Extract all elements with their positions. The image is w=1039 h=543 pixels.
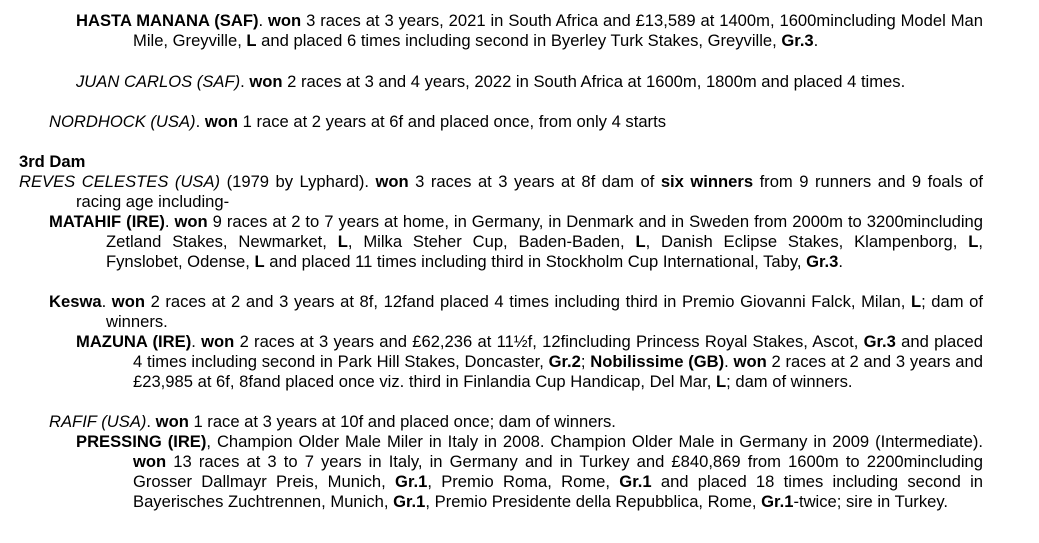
horse-name: MAZUNA (IRE) <box>76 332 192 351</box>
bold-text: Gr.2 <box>548 352 581 372</box>
bold-text: L <box>635 232 646 252</box>
entry-text <box>133 11 983 50</box>
bold-text: won <box>204 112 239 131</box>
text-run: 2 races at 3 and 4 years, 2022 in South Africa at 1600m, 1800m and placed 4 times. <box>282 72 906 91</box>
text-run: 13 races at 3 to 7 years in Italy, in Germany and in Turkey and £840,869 from 1600m to 2200mincluding Grosser Dallmayr Preis, Munich, <box>133 452 983 492</box>
bold-text: L <box>254 252 265 272</box>
bold-text: won <box>375 172 409 191</box>
bold-text: Gr.1 <box>393 492 426 512</box>
entry-rafif <box>49 412 983 432</box>
entry-reves-celestes <box>19 172 983 212</box>
bold-text: Gr.3 <box>863 332 896 351</box>
text-run: . <box>101 292 112 311</box>
entry-text <box>146 412 616 431</box>
bold-text: won <box>155 412 189 431</box>
bold-text: won <box>174 212 208 231</box>
bold-text: L <box>968 232 979 252</box>
horse-name: NORDHOCK (USA) <box>49 112 196 131</box>
text-run: 3 races at 3 years, 2021 in South Africa and £13,589 at 1400m, 1600mincluding Model Man Mile, Greyville, <box>133 11 983 51</box>
bold-text: L <box>337 232 348 252</box>
text-run: ; dam of winners. <box>726 372 853 392</box>
bold-text: L <box>715 372 727 392</box>
text-run: . <box>838 252 844 272</box>
horse-name: REVES CELESTES (USA) <box>19 172 221 191</box>
text-run: and placed 4 times including second in Park Hill Stakes, Doncaster, <box>133 332 983 372</box>
entry-text <box>240 72 905 91</box>
entry-pressing <box>76 432 983 512</box>
text-run: 1 race at 3 years at 10f and placed once; dam of winners. <box>188 412 616 431</box>
entry-text <box>133 332 983 391</box>
text-run: and placed 18 times including second in Bayerisches Zuchtrennen, Munich, <box>133 472 983 512</box>
horse-name: JUAN CARLOS (SAF) <box>76 72 241 91</box>
bold-text: six winners <box>660 172 754 191</box>
text-run: and placed 6 times including second in Byerley Turk Stakes, Greyville, <box>256 31 782 51</box>
entry-matahif <box>49 212 983 272</box>
text-run: . <box>724 352 734 372</box>
entry-hasta-manana <box>76 11 983 51</box>
text-run: from 9 runners and 9 foals of racing age including- <box>76 172 983 212</box>
text-run: . <box>240 72 250 91</box>
bold-text: L <box>910 292 922 311</box>
bold-text: won <box>201 332 235 351</box>
bold-text: Gr.1 <box>619 472 652 492</box>
entry-text <box>106 212 983 271</box>
entry-mazuna <box>76 332 983 392</box>
text-run: , Champion Older Male Miler in Italy in 2008. Champion Older Male in Germany in 2009 (Intermediate). <box>206 432 983 451</box>
text-run: , Premio Presidente della Repubblica, Rome, <box>425 492 762 512</box>
bold-text: won <box>268 11 302 30</box>
text-run: . <box>258 11 268 30</box>
entry-juan-carlos <box>76 72 983 92</box>
horse-name: PRESSING (IRE) <box>76 432 207 451</box>
text-run: ; <box>580 352 591 372</box>
text-run: , Fynslobet, Odense, <box>106 232 983 272</box>
bold-text: Gr.1 <box>395 472 428 492</box>
bold-text: L <box>246 31 257 51</box>
section-heading-3rd-dam: 3rd Dam <box>19 152 86 171</box>
text-run: . <box>195 112 205 131</box>
text-run: (1979 by Lyphard). <box>220 172 376 191</box>
bold-text: Gr.3 <box>781 31 814 51</box>
bold-text: Gr.3 <box>806 252 839 272</box>
entry-text <box>133 432 983 511</box>
horse-name: HASTA MANANA (SAF) <box>76 11 259 30</box>
text-run: , Milka Steher Cup, Baden-Baden, <box>347 232 636 252</box>
entry-nordhock <box>49 112 983 132</box>
text-run: , Danish Eclipse Stakes, Klampenborg, <box>645 232 969 252</box>
entry-text <box>102 292 983 331</box>
text-run: and placed 11 times including third in Stockholm Cup International, Taby, <box>264 252 807 272</box>
text-run: 9 races at 2 to 7 years at home, in Germany, in Denmark and in Sweden from 2000m to 3200mincluding Zetland Stakes, Newmarket, <box>106 212 983 252</box>
entry-keswa <box>49 292 983 332</box>
entry-text <box>196 112 666 131</box>
bold-text: Gr.1 <box>761 492 794 512</box>
text-run: 3 races at 3 years at 8f dam of <box>408 172 661 191</box>
bold-text: won <box>733 352 767 372</box>
horse-name: MATAHIF (IRE) <box>49 212 165 231</box>
bold-text: won <box>111 292 145 311</box>
bold-text: won <box>249 72 283 91</box>
text-run: . <box>813 31 819 51</box>
text-run: -twice; sire in Turkey. <box>793 492 949 512</box>
text-run: , Premio Roma, Rome, <box>427 472 620 492</box>
bold-text: Nobilissime (GB) <box>590 352 725 372</box>
text-run: . <box>191 332 202 351</box>
text-run: 2 races at 2 and 3 years and £23,985 at 6f, 8fand placed once viz. third in Finlandia Cup Handicap, Del Mar, <box>133 352 983 392</box>
bold-text: won <box>133 452 167 472</box>
text-run: 1 race at 2 years at 6f and placed once, from only 4 starts <box>238 112 666 131</box>
text-run: . <box>164 212 175 231</box>
text-run: . <box>146 412 156 431</box>
horse-name: RAFIF (USA) <box>49 412 147 431</box>
text-run: 2 races at 2 and 3 years at 8f, 12fand placed 4 times including third in Premio Giovanni Falck, Milan, <box>144 292 911 311</box>
horse-name: Keswa <box>49 292 102 311</box>
text-run: 2 races at 3 years and £62,236 at 11½f, 12fincluding Princess Royal Stakes, Ascot, <box>234 332 864 351</box>
text-run: ; dam of winners. <box>106 292 983 332</box>
